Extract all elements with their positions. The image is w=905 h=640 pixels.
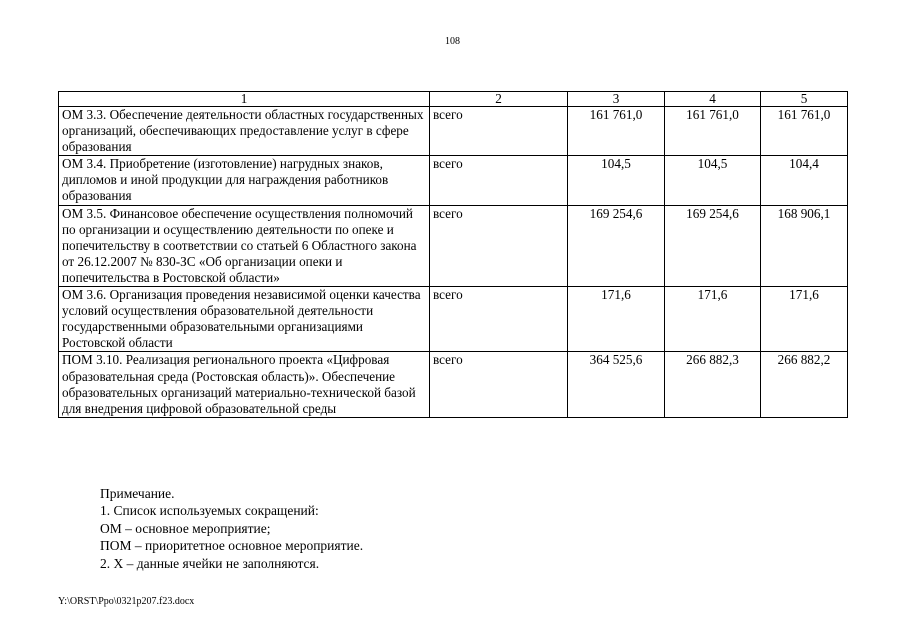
column-header-1: 1 — [59, 92, 430, 107]
notes-line: 2. Х – данные ячейки не заполняются. — [100, 555, 320, 571]
column-header-4: 4 — [665, 92, 761, 107]
row-type: всего — [430, 107, 568, 156]
row-value-3: 104,5 — [568, 156, 665, 205]
table-row — [59, 156, 848, 205]
row-value-4: 169 254,6 — [665, 205, 761, 286]
notes-line: ОМ – основное мероприятие; — [100, 520, 271, 536]
row-name: ОМ 3.4. Приобретение (изготовление) нагрудных знаков, дипломов и иной продукции для награждения работников образования — [59, 156, 430, 205]
row-value-5: 104,4 — [761, 156, 848, 205]
row-value-5: 266 882,2 — [761, 352, 848, 417]
row-type: всего — [430, 287, 568, 352]
table-row — [59, 107, 848, 156]
row-value-5: 171,6 — [761, 287, 848, 352]
notes-block — [100, 485, 363, 572]
page-number: 108 — [445, 36, 460, 47]
row-type: всего — [430, 156, 568, 205]
row-value-3: 161 761,0 — [568, 107, 665, 156]
notes-title: Примечание. — [100, 486, 175, 501]
column-header-2: 2 — [430, 92, 568, 107]
row-value-3: 171,6 — [568, 287, 665, 352]
row-type: всего — [430, 205, 568, 286]
column-header-3: 3 — [568, 92, 665, 107]
row-value-3: 169 254,6 — [568, 205, 665, 286]
row-name: ОМ 3.5. Финансовое обеспечение осуществления полномочий по организации и осуществлению деятельности по опеке и попечительству в соответствии со статьей 6 Областного закона от 26.12.2007 № 830-ЗС «Об организации опеки и попечительства в Ростовской области» — [59, 205, 430, 286]
row-name: ОМ 3.3. Обеспечение деятельности областных государственных организаций, обеспечивающих предоставление услуг в сфере образования — [59, 107, 430, 156]
row-value-5: 168 906,1 — [761, 205, 848, 286]
row-value-4: 171,6 — [665, 287, 761, 352]
table-row — [59, 205, 848, 286]
file-path-footer: Y:\ORST\Ppo\0321p207.f23.docx — [58, 596, 195, 607]
row-value-5: 161 761,0 — [761, 107, 848, 156]
row-name: ОМ 3.6. Организация проведения независимой оценки качества условий осуществления образовательной деятельности государственными образовательными организациями Ростовской области — [59, 287, 430, 352]
table-header-row — [59, 92, 848, 107]
table-row — [59, 287, 848, 352]
row-type: всего — [430, 352, 568, 417]
notes-line: ПОМ – приоритетное основное мероприятие. — [100, 538, 364, 554]
row-value-3: 364 525,6 — [568, 352, 665, 417]
table-row — [59, 352, 848, 417]
column-header-5: 5 — [761, 92, 848, 107]
row-name: ПОМ 3.10. Реализация регионального проекта «Цифровая образовательная среда (Ростовская область)». Обеспечение образовательных организаций материально-технической базой для внедрения цифровой образовательной среды — [59, 352, 430, 417]
row-value-4: 104,5 — [665, 156, 761, 205]
row-value-4: 161 761,0 — [665, 107, 761, 156]
row-value-4: 266 882,3 — [665, 352, 761, 417]
budget-table — [58, 91, 848, 418]
notes-line: 1. Список используемых сокращений: — [100, 503, 319, 519]
